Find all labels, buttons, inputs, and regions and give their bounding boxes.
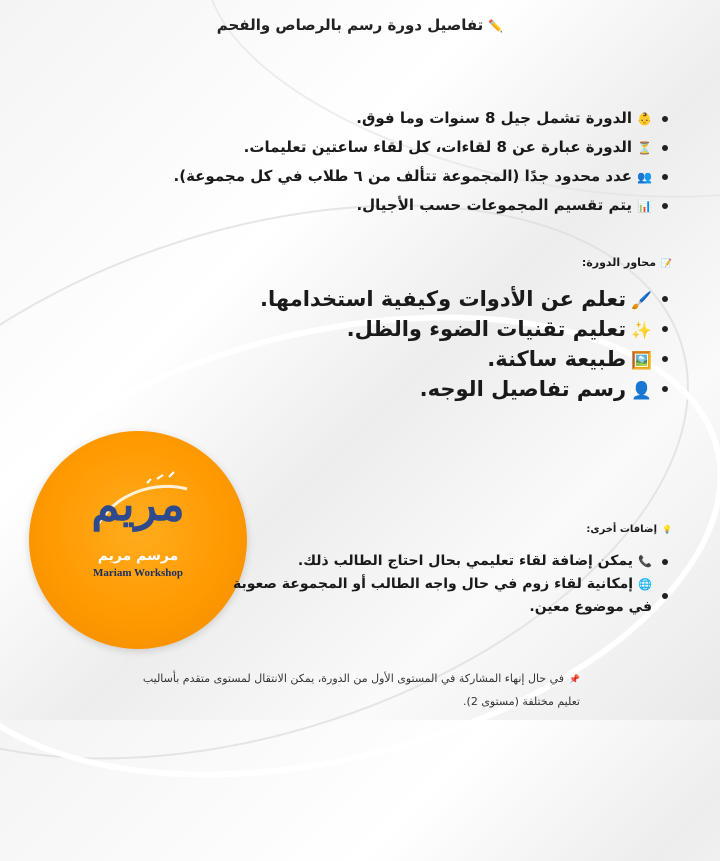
pencil-icon: ✏️ bbox=[488, 19, 504, 33]
group-icon: 👥 bbox=[637, 170, 652, 184]
phone-icon: 📞 bbox=[638, 555, 652, 568]
memo-icon: 📝 bbox=[661, 259, 672, 269]
topics-list bbox=[260, 284, 672, 404]
sparkles-icon: ✨ bbox=[631, 320, 652, 340]
person-icon: 👤 bbox=[631, 380, 652, 400]
globe-icon: 🌐 bbox=[638, 578, 652, 591]
footer-note: 📌في حال إنهاء المشاركة في المستوى الأول من الدورة، يمكن الانتقال لمستوى متقدم بأساليب تعليم مختلفة (مستوى 2). bbox=[142, 672, 580, 708]
logo-script-text: مريم bbox=[91, 477, 185, 531]
list-item: 🌐إمكانية لقاء زوم في حال واجه الطالب أو المجموعة صعوبة في موضوع معين. bbox=[212, 573, 672, 618]
topics-heading: 📝محاور الدورة: bbox=[581, 256, 672, 269]
picture-icon: 🖼️ bbox=[631, 350, 652, 370]
logo-name: Mariam Workshop bbox=[93, 567, 183, 579]
baby-icon: 👶 bbox=[637, 112, 652, 126]
pushpin-icon: 📌 bbox=[569, 675, 580, 685]
list-item: ⏳الدورة عبارة عن 8 لقاءات، كل لقاء ساعتين تعليمات. bbox=[174, 133, 672, 162]
lightbulb-icon: 💡 bbox=[662, 525, 672, 534]
chart-icon: 📊 bbox=[637, 199, 652, 213]
list-item: ✨تعليم تقنيات الضوء والظل. bbox=[260, 314, 672, 344]
list-item: 🖼️طبيعة ساكنة. bbox=[260, 344, 672, 374]
list-item: 👤رسم تفاصيل الوجه. bbox=[260, 374, 672, 404]
extras-list bbox=[212, 550, 672, 618]
list-item: 🖌️تعلم عن الأدوات وكيفية استخدامها. bbox=[260, 284, 672, 314]
page-title bbox=[0, 16, 720, 34]
course-info-list bbox=[174, 104, 672, 220]
list-item: 👶الدورة تشمل جيل 8 سنوات وما فوق. bbox=[174, 104, 672, 133]
list-item: 📞يمكن إضافة لقاء تعليمي بحال احتاج الطالب ذلك. bbox=[212, 550, 672, 573]
logo-subtitle: مرسم مريم bbox=[97, 548, 179, 564]
paintbrush-icon: 🖌️ bbox=[631, 290, 652, 310]
list-item: 📊يتم تقسيم المجموعات حسب الأجيال. bbox=[174, 191, 672, 220]
hourglass-icon: ⏳ bbox=[637, 141, 652, 155]
list-item: 👥عدد محدود جدًا (المجموعة تتألف من ٦ طلاب في كل مجموعة). bbox=[174, 162, 672, 191]
extras-heading: 💡إضافات أخرى: bbox=[586, 524, 672, 535]
page-title-text: تفاصيل دورة رسم بالرصاص والفحم bbox=[216, 16, 484, 34]
